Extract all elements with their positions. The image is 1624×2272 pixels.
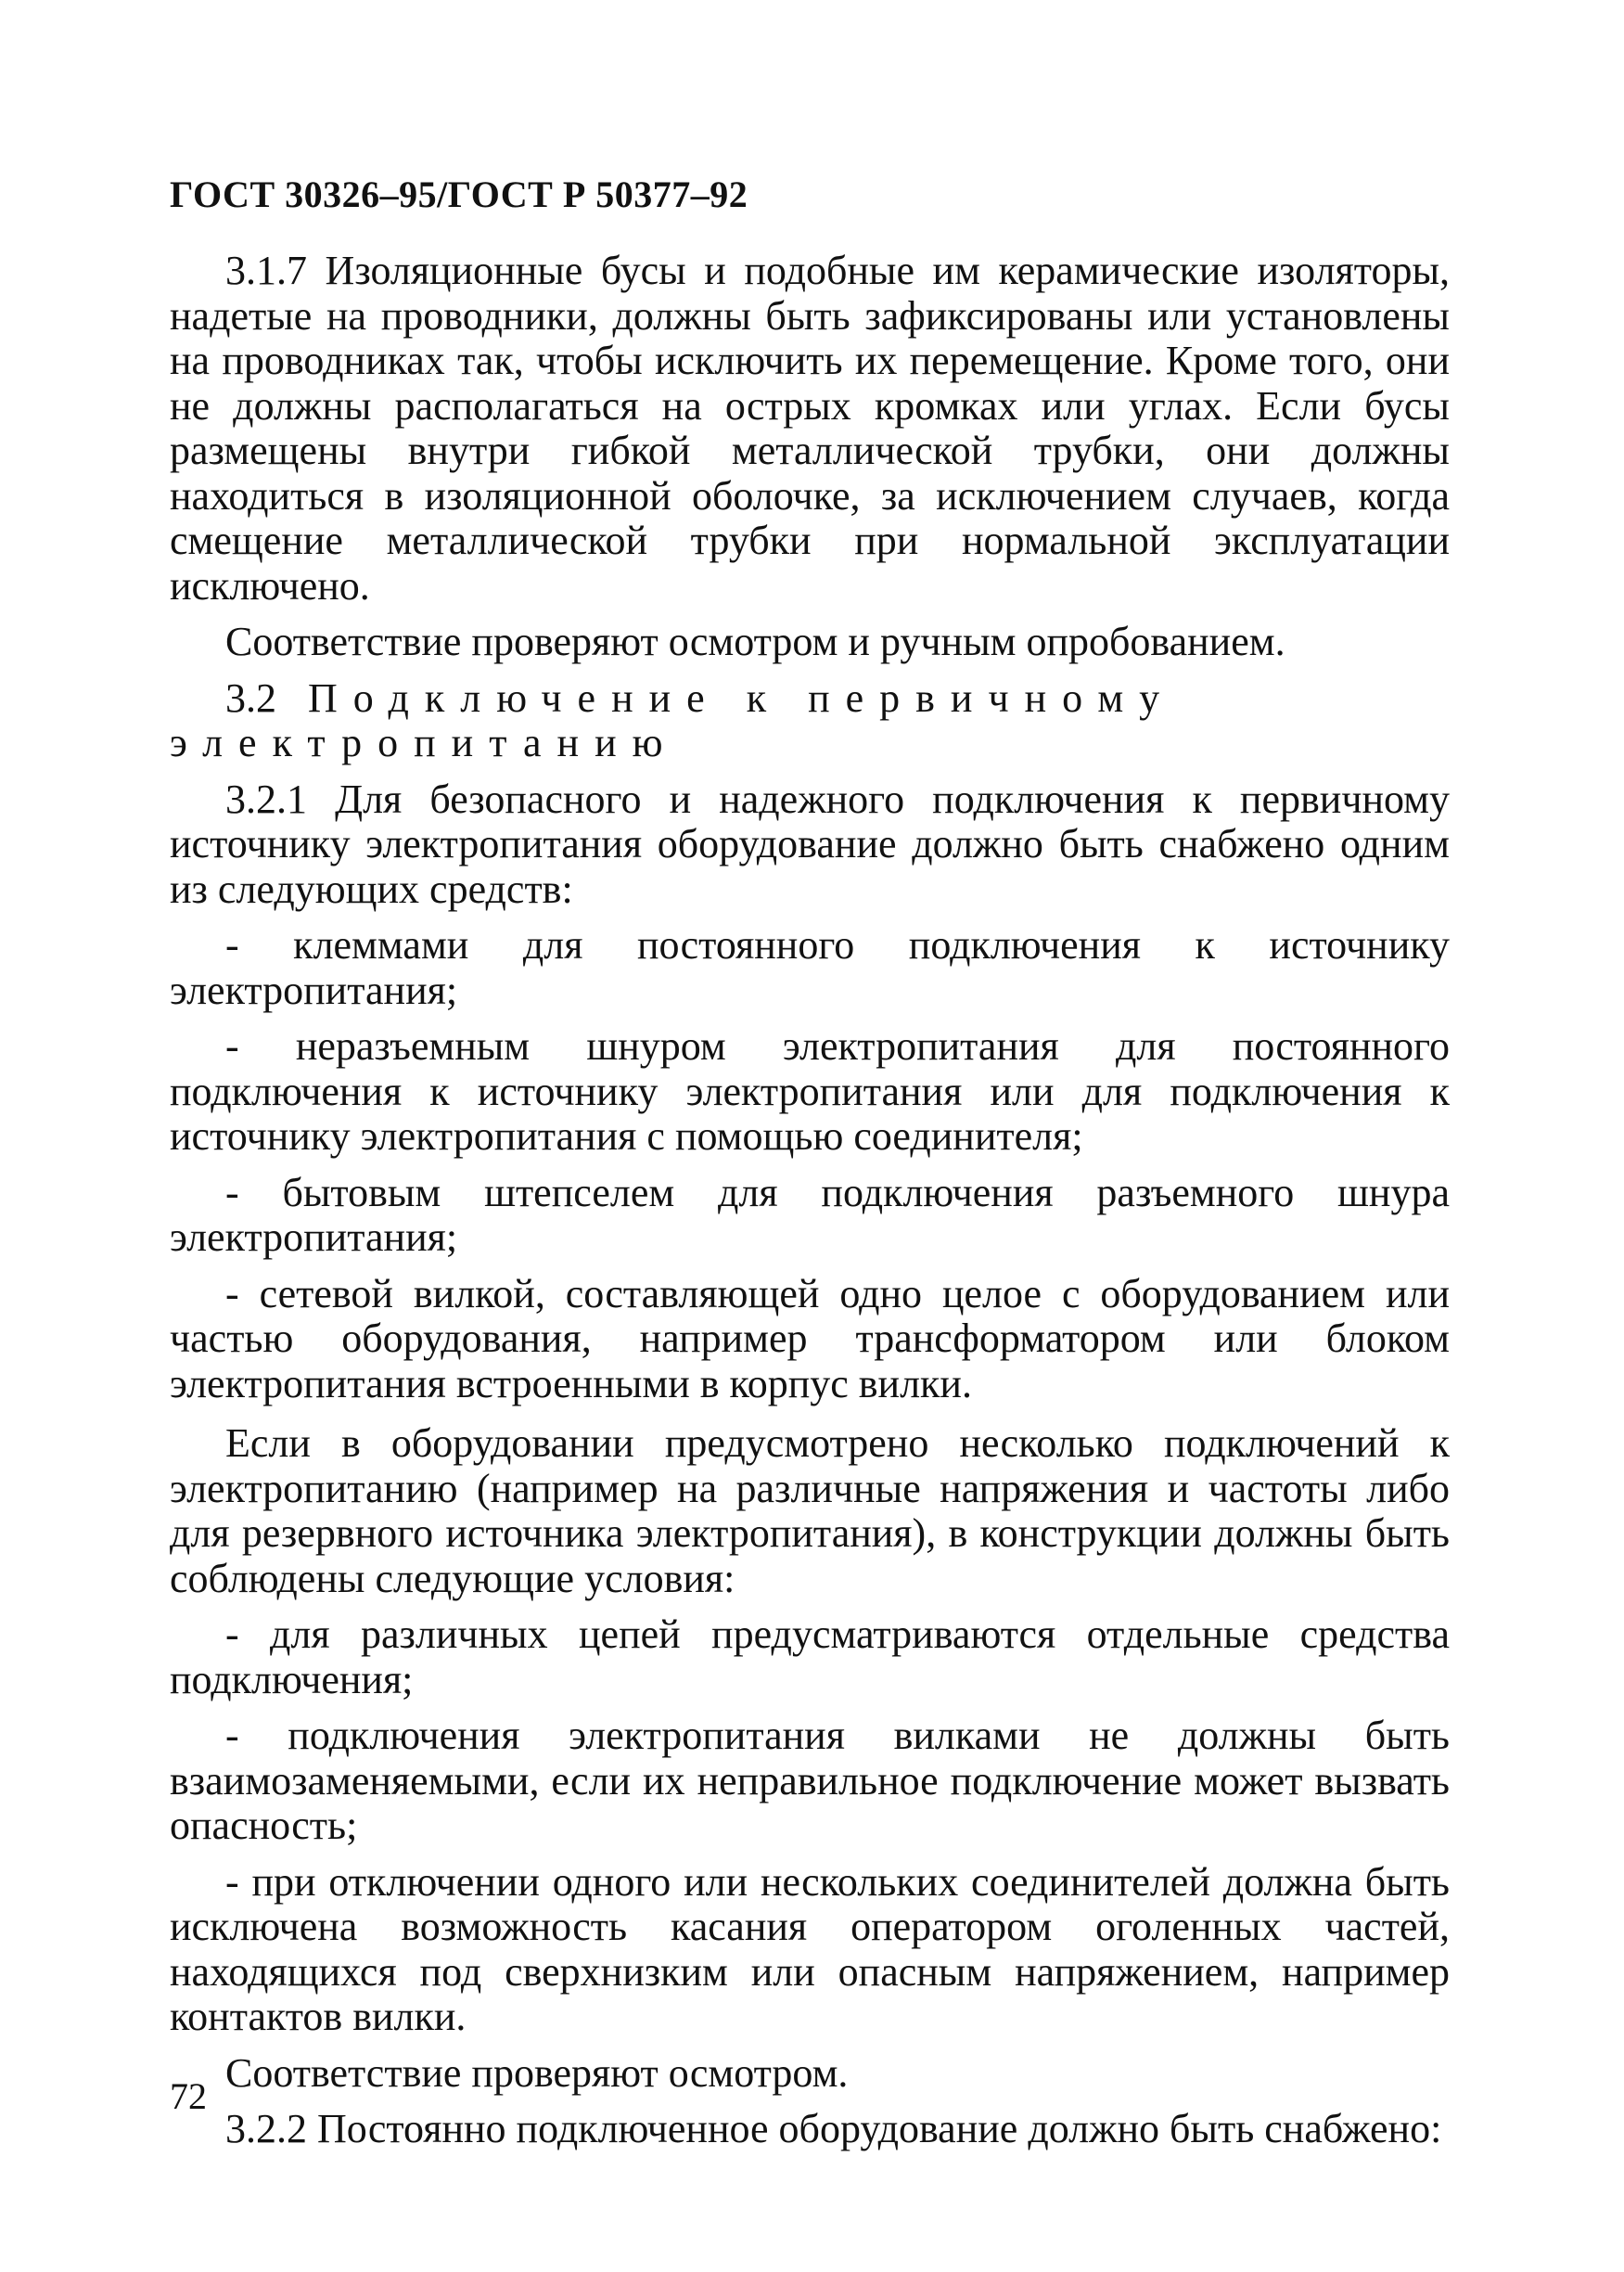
section-heading-3-2 [170, 676, 1450, 766]
list-item: - при отключении одного или нескольких соединителей должна быть исключена возможность касания оператором оголенных частей, находящихся под сверхнизким или опасным напряжением, например контактов вилки. [170, 1858, 1450, 2039]
paragraph-3-1-7: 3.1.7 Изоляционные бусы и подобные им керамические изоляторы, надетые на проводники, должны быть зафиксированы или установлены на проводниках так, чтобы исключить их перемещение. Кроме того, они не должны располагаться на острых кромках или углах. Если бусы размещены внутри гибкой металлической трубки, они должны находиться в изоляционной оболочке, за исключением случаев, когда смещение металлической трубки при нормальной эксплуатации исключено. [170, 248, 1450, 609]
compliance-note: Соответствие проверяют осмотром. [225, 2049, 849, 2096]
section-title: Подключение к первичному электропитанию [170, 674, 1176, 765]
list-item: - клеммами для постоянного подключения к источнику электропитания; [170, 922, 1450, 1013]
page-header: ГОСТ 30326–95/ГОСТ Р 50377–92 [170, 173, 748, 215]
list-item: - подключения электропитания вилками не должны быть взаимозаменяемыми, если их неправильное подключение может вызвать опасность; [170, 1713, 1450, 1848]
paragraph-3-2-2: 3.2.2 Постоянно подключенное оборудование должно быть снабжено: [225, 2106, 1442, 2151]
section-number: 3.2 [225, 674, 276, 721]
compliance-note: Соответствие проверяют осмотром и ручным опробованием. [225, 619, 1285, 664]
paragraph-3-2-1: 3.2.1 Для безопасного и надежного подключения к первичному источнику электропитания оборудование должно быть снабжено одним из следующих средств: [170, 776, 1450, 912]
document-body [170, 249, 1450, 2152]
list-item: - сетевой вилкой, составляющей одно целое с оборудованием или частью оборудования, например трансформатором или блоком электропитания встроенными в корпус вилки. [170, 1270, 1450, 1406]
page-number: 72 [170, 2075, 207, 2117]
list-item: - бытовым штепселем для подключения разъемного шнура электропитания; [170, 1169, 1450, 1260]
paragraph-several-connections: Если в оборудовании предусмотрено несколько подключений к электропитанию (например на различные напряжения и частоты либо для резервного источника электропитания), в конструкции должны быть соблюдены следующие условия: [170, 1420, 1450, 1601]
list-item: - неразъемным шнуром электропитания для постоянного подключения к источнику электропитания или для подключения к источнику электропитания с помощью соединителя; [170, 1023, 1450, 1159]
list-item: - для различных цепей предусматриваются отдельные средства подключения; [170, 1611, 1450, 1702]
